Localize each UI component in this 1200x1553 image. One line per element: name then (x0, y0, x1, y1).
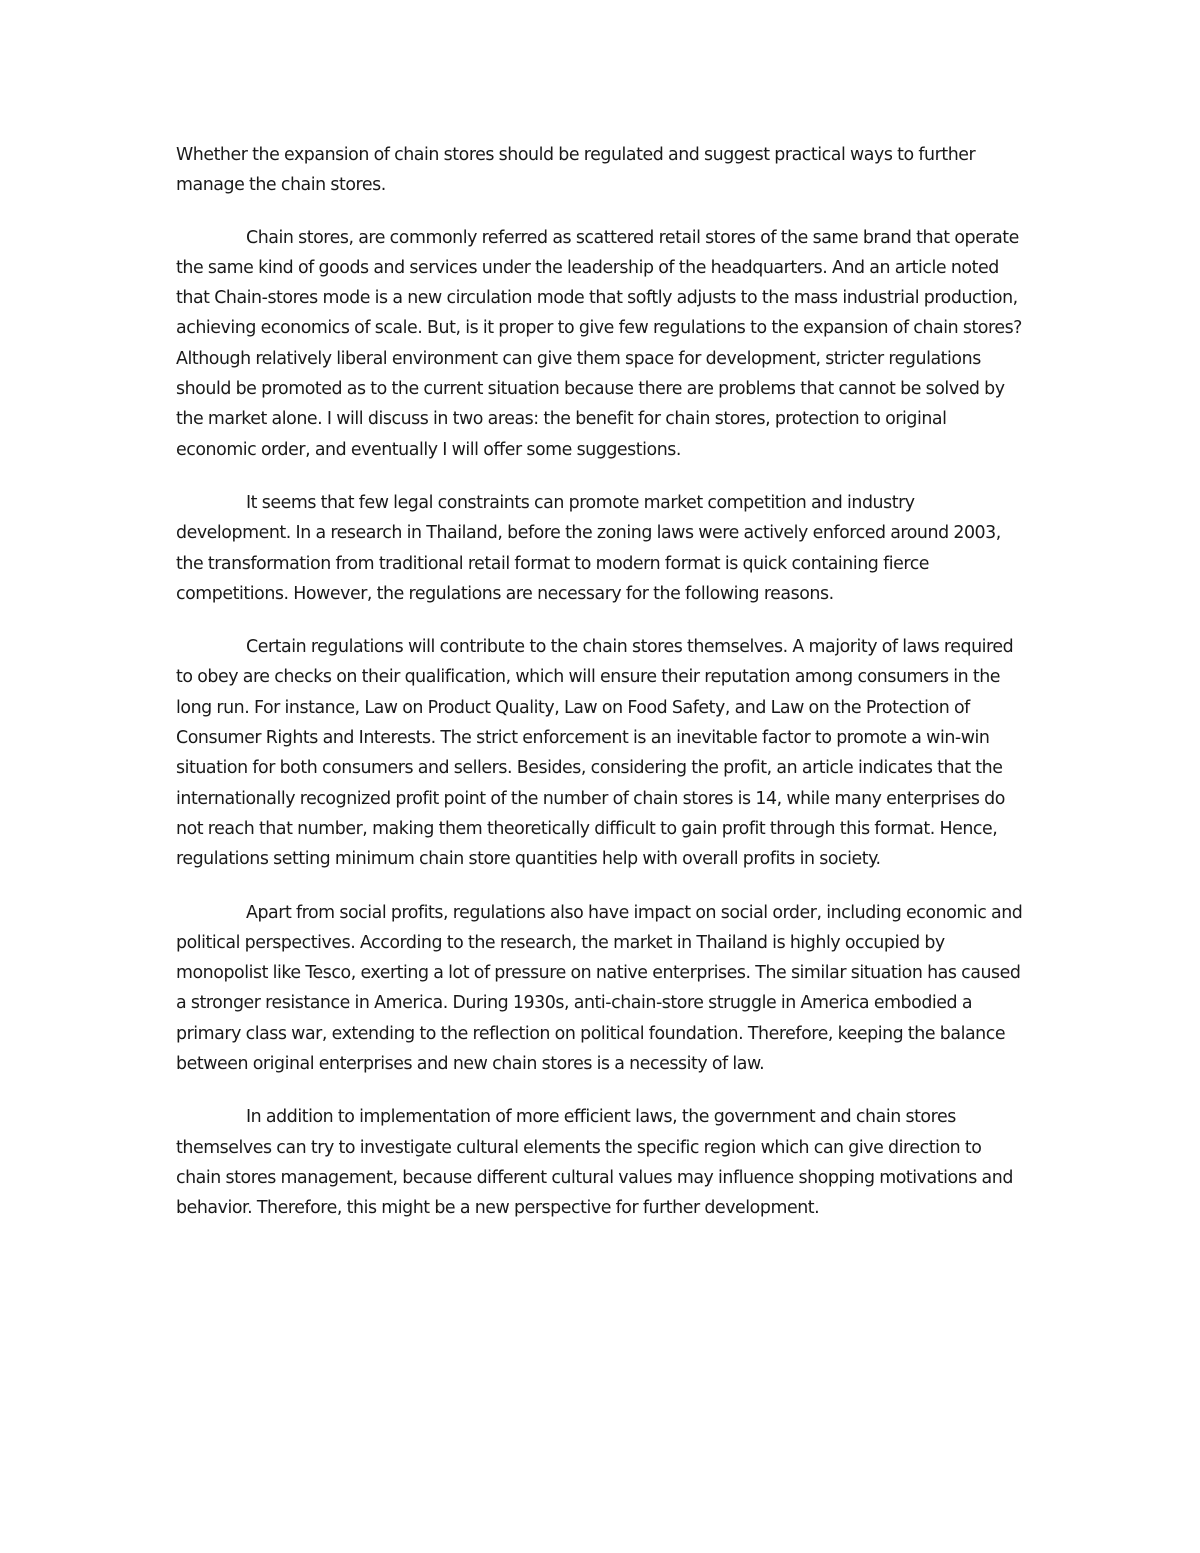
paragraph-benefits: Certain regulations will contribute to the chain stores themselves. A majority of laws required to obey are checks on their qualification, which will ensure their reputation among consumers in the long run. For instance, Law on Product Quality, Law on Food Safety, and Law on the Protection of Consumer Rights and Interests. The strict enforcement is an inevitable factor to promote a win-win situation for both consumers and sellers. Besides, considering the profit, an article indicates that the internationally recognized profit point of the number of chain stores is 14, while many enterprises do not reach that number, making them theoretically difficult to gain profit through this format. Hence, regulations setting minimum chain store quantities help with overall profits in society. (176, 637, 1014, 870)
paragraph-introduction: Chain stores, are commonly referred as scattered retail stores of the same brand that operate the same kind of goods and services under the leadership of the headquarters. And an article noted that Chain-stores mode is a new circulation mode that softly adjusts to the mass industrial production, achieving economics of scale. But, is it proper to give few regulations to the expansion of chain stores? Although relatively liberal environment can give them space for development, stricter regulations should be promoted as to the current situation because there are problems that cannot be solved by the market alone. I will discuss in two areas: the benefit for chain stores, protection to original economic order, and eventually I will offer some suggestions. (176, 227, 1022, 460)
document-title: Whether the expansion of chain stores should be regulated and suggest practical ways to further manage the chain stores. (176, 145, 976, 196)
paragraph-suggestions: In addition to implementation of more efficient laws, the government and chain stores themselves can try to investigate cultural elements the specific region which can give direction to chain stores management, because different cultural values may influence shopping motivations and behavior. Therefore, this might be a new perspective for further development. (176, 1107, 1013, 1219)
paragraph-competition: It seems that few legal constraints can promote market competition and industry development. In a research in Thailand, before the zoning laws were actively enforced around 2003, the transformation from traditional retail format to modern format is quick containing fierce competitions. However, the regulations are necessary for the following reasons. (176, 492, 1001, 604)
paragraph-social-order: Apart from social profits, regulations also have impact on social order, including economic and political perspectives. According to the research, the market in Thailand is highly occupied by monopolist like Tesco, exerting a lot of pressure on native enterprises. The similar situation has caused a stronger resistance in America. During 1930s, anti-chain-store struggle in America embodied a primary class war, extending to the reflection on political foundation. Therefore, keeping the balance between original enterprises and new chain stores is a necessity of law. (176, 902, 1023, 1075)
